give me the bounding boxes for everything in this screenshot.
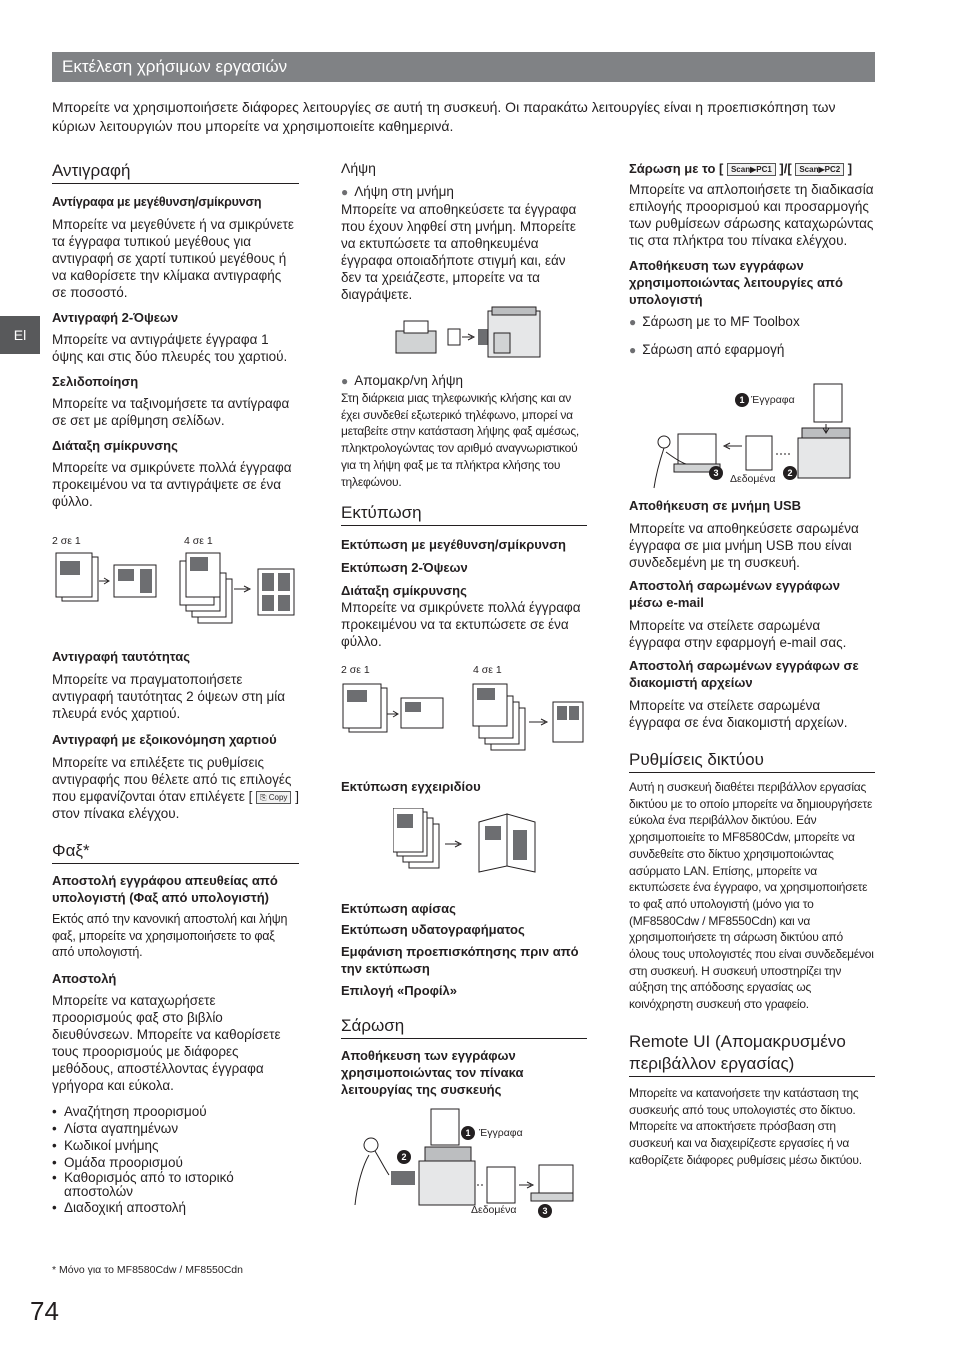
scan-pc-text: Μπορείτε να απλοποιήσετε τη διαδικασία επιλογής προορισμού και προσαρμογής των ρυθμίσεων σάρωσης καταχωρώντας τις στα πλήκτρα του πίνακα ελέγχου.	[629, 182, 874, 248]
print-nup-diagram-icon	[341, 680, 591, 754]
print-nup-text: Μπορείτε να σμικρύνετε πολλά έγγραφα προκειμένου να τα εκτυπώσετε σε ένα φύλλο.	[341, 600, 581, 650]
remote-receive-label: ● Απομακρ/νη λήψη	[341, 372, 587, 390]
usb-heading: Αποθήκευση σε μνήμη USB	[629, 498, 802, 513]
column-receive	[341, 160, 587, 303]
data-label: Δεδομένα	[471, 1204, 517, 1216]
column-booklet	[341, 778, 587, 795]
id-copy-text: Μπορείτε να πραγματοποιήσετε αντιγραφή ταυτότητας 2 όψεων στη μία πλευρά ενός χαρτιού.	[52, 672, 286, 721]
label-4-in-1: 4 σε 1	[184, 535, 213, 547]
nup-diagram-icon	[52, 549, 302, 634]
scan-panel-illustration	[345, 1105, 585, 1220]
column-scan-lower	[629, 497, 875, 1168]
column-copy-fax	[52, 160, 299, 510]
remote-ui-text: Μπορείτε να κατανοήσετε την κατάσταση της συσκευής από τους υπολογιστές στο δίκτυο. Μπορείτε να αποκτήσετε πρόσβαση στη συσκευή και να διαχειρίζεστε εργασίες ή να καθορίζετε διάφορες ρυθμίσεις μέσω δικτύου.	[629, 1085, 862, 1167]
label-2-in-1: 2 σε 1	[52, 535, 81, 547]
preview-heading: Εμφάνιση προεπισκόπησης πριν από την εκτύπωση	[341, 944, 579, 976]
scan-panel-heading: Αποθήκευση των εγγράφων χρησιμοποιώντας τον πίνακα λειτουργίας της συσκευής	[341, 1048, 524, 1097]
email-heading: Αποστολή σαρωμένων εγγράφων μέσω e-mail	[629, 578, 840, 610]
remote-ui-section-title: Remote UI (Απομακρυσμένο περιβάλλον εργασίας)	[629, 1031, 875, 1077]
id-copy-heading: Αντιγραφή ταυτότητας	[52, 649, 190, 664]
file-server-text: Μπορείτε να στείλετε σαρωμένα έγγραφα σε ένα διακομιστή αρχείων.	[629, 698, 848, 730]
column-copy-lower	[52, 648, 299, 1216]
page-number: 74	[30, 1296, 59, 1326]
fax-section-title: Φαξ*	[52, 840, 299, 864]
send-heading: Αποστολή	[52, 970, 117, 986]
booklet-print-icon	[393, 808, 543, 890]
eco-copy-text: Μπορείτε να επιλέξετε τις ρυθμίσεις αντιγραφής που θέλετε από τις επιλογές που εμφανίζονται όταν επιλέγετε [ ⎘ Copy ] στον πίνακα ελέγχου.	[52, 755, 299, 821]
copy-nup-illustration	[52, 535, 302, 635]
step-3-icon: 3	[538, 1204, 552, 1218]
scan-from-pc-heading: Αποθήκευση των εγγράφων χρησιμοποιώντας λειτουργίες από υπολογιστή	[629, 258, 843, 307]
memory-receive-label: ● Λήψη στη μνήμη	[341, 183, 587, 201]
list-item: • Ομάδα προορισμού	[52, 1154, 299, 1171]
eco-copy-heading: Αντιγραφή με εξοικονόμηση χαρτιού	[52, 732, 277, 747]
column-print	[341, 372, 587, 650]
print-nup-illustration	[341, 664, 591, 754]
print-duplex-heading: Εκτύπωση 2-Όψεων	[341, 560, 468, 576]
list-item: • Καθορισμός από το ιστορικό αποστολών	[52, 1171, 299, 1199]
column-print-more-scan	[341, 900, 587, 1098]
file-server-heading: Αποστολή σαρωμένων εγγράφων σε διακομιστή αρχείων	[629, 658, 859, 690]
scan-pc2-key-icon: Scan▶PC2	[795, 163, 844, 176]
network-section-title: Ρυθμίσεις δικτύου	[629, 749, 875, 773]
profile-heading: Επιλογή «Προφίλ»	[341, 983, 458, 998]
fax-memory-printer-icon	[388, 303, 548, 363]
step-2-icon: 2	[397, 1150, 411, 1164]
list-item: • Κωδικοί μνήμης	[52, 1137, 299, 1154]
scan-from-pc-illustration	[650, 380, 860, 490]
collate-heading: Σελιδοποίηση	[52, 373, 139, 389]
copy-section-title: Αντιγραφή	[52, 160, 299, 184]
list-item: • Λίστα αγαπημένων	[52, 1120, 299, 1137]
nup-copy-text: Μπορείτε να σμικρύνετε πολλά έγγραφα προκειμένου να τα αντιγράψετε σε ένα φύλλο.	[52, 459, 292, 509]
step-1-icon: 1	[735, 393, 749, 407]
scan-section-title: Σάρωση	[341, 1015, 587, 1039]
list-item: • Διαδοχική αποστολή	[52, 1199, 299, 1216]
label-2-in-1: 2 σε 1	[341, 664, 370, 676]
print-nup-heading: Διάταξη σμίκρυνσης	[341, 583, 467, 599]
pc-fax-heading: Αποστολή εγγράφου απευθείας από υπολογιστή (Φαξ από υπολογιστή)	[52, 873, 278, 905]
documents-label: Έγγραφα	[751, 394, 795, 406]
poster-heading: Εκτύπωση αφίσας	[341, 901, 456, 916]
network-text: Αυτή η συσκευή διαθέτει περιβάλλον εργασίας δικτύου με το οποίο μπορείτε να δημιουργήσετε εύκολα ένα περιβάλλον δικτύου. Εάν χρησιμοποιείτε το MF8580Cdw, μπορείτε να συνδεθείτε στο δίκτυο χρησιμοποιώντας ασύρματο LAN. Επίσης, μπορείτε να εκτυπώσετε ένα έγγραφο, να χρησιμοποιήσετε το φαξ από υπολογιστή (μόνο για το (MF8580Cdw / MF8550Cdn) και να χρησιμοποιήσετε τη σάρωση δικτύου από όλους τους υπολογιστές που είναι συνδεδεμένοι στη συσκευή. Η συσκευή υποστηρίζει την αύξηση της απόδοσης εργασίας ως κοινόχρηστη συσκευή στο γραφείο.	[629, 780, 874, 1012]
usb-text: Μπορείτε να αποθηκεύσετε σαρωμένα έγγραφα σε μια μνήμη USB που είναι συνδεδεμένη με τη συσκευή.	[629, 521, 859, 570]
nup-copy-heading: Διάταξη σμίκρυνσης	[52, 437, 178, 453]
footnote: * Μόνο για το MF8580Cdw / MF8550Cdn	[52, 1264, 243, 1276]
scan-from-app-item: ● Σάρωση από εφαρμογή	[629, 341, 875, 359]
scan-to-pc-diagram-icon	[345, 1105, 585, 1220]
receive-heading: Λήψη	[341, 160, 376, 176]
step-2-icon: 2	[783, 466, 797, 480]
label-4-in-1: 4 σε 1	[473, 664, 502, 676]
remote-receive-text: Στη διάρκεια μιας τηλεφωνικής κλήσης και αν έχει συνδεθεί εξωτερικό τηλέφωνο, μπορεί να μεταβείτε στην κατάσταση λήψης φαξ αμέσως, πληκτρολογώντας τον αριθμό αναγνωριστικού για τη λήψη φαξ με τα πλήκτρα κλήσης του τηλεφώνου.	[341, 391, 580, 489]
scan-pc1-key-icon: Scan▶PC1	[727, 163, 776, 176]
documents-label: Έγγραφα	[479, 1127, 523, 1139]
send-methods-list	[52, 1103, 299, 1216]
step-1-icon: 1	[461, 1126, 475, 1140]
zoom-copy-text: Μπορείτε να μεγεθύνετε ή να σμικρύνετε τα έγγραφα τυπικού μεγέθους για αντιγραφή σε χαρτί τυπικού μεγέθους ή να καθορίσετε την κλίμακα αντιγραφής σε ποσοστό.	[52, 216, 294, 300]
language-tab: El	[0, 316, 40, 354]
print-section-title: Εκτύπωση	[341, 502, 587, 526]
watermark-heading: Εκτύπωση υδατογραφήματος	[341, 922, 525, 937]
copy-key-icon: ⎘ Copy	[256, 791, 291, 804]
collate-text: Μπορείτε να ταξινομήσετε τα αντίγραφα σε σετ με αρίθμηση σελίδων.	[52, 395, 290, 428]
step-3-icon: 3	[709, 466, 723, 480]
zoom-copy-heading: Αντίγραφα με μεγέθυνση/σμίκρυνση	[52, 195, 262, 209]
data-label: Δεδομένα	[730, 473, 776, 485]
intro-text: Μπορείτε να χρησιμοποιήσετε διάφορες λειτουργίες σε αυτή τη συσκευή. Οι παρακάτω λειτουργίες είναι η προεπισκόπηση των κύριων λειτουργιών που μπορείτε να χρησιμοποιείτε καθημερινά.	[52, 99, 836, 134]
duplex-copy-heading: Αντιγραφή 2-Όψεων	[52, 309, 179, 325]
booklet-heading: Εκτύπωση εγχειριδίου	[341, 779, 481, 794]
print-zoom-heading: Εκτύπωση με μεγέθυνση/σμίκρυνση	[341, 537, 566, 553]
scan-pc-heading: Σάρωση με το [ Scan▶PC1 ]/[ Scan▶PC2 ]	[629, 161, 853, 176]
pc-fax-text: Εκτός από την κανονική αποστολή και λήψη φαξ, μπορείτε να χρησιμοποιήσετε το φαξ από υπολογιστή.	[52, 912, 288, 959]
column-scan	[629, 160, 875, 359]
send-text: Μπορείτε να καταχωρήσετε προορισμούς φαξ στο βιβλίο διευθύνσεων. Μπορείτε να καθορίσετε τους προορισμούς με διάφορες μεθόδους, αποστέλλοντας έγγραφα γρήγορα και εύκολα.	[52, 992, 281, 1093]
memory-receive-text: Μπορείτε να αποθηκεύσετε τα έγγραφα που έχουν ληφθεί στη μνήμη. Μπορείτε να εκτυπώσετε τα αποθηκευμένα έγγραφα οποιαδήποτε στιγμή και, εάν δεν τα χρειάζεστε, μπορείτε να τα διαγράψετε.	[341, 202, 577, 302]
duplex-copy-text: Μπορείτε να αντιγράψετε έγγραφα 1 όψης και στις δύο πλευρές του χαρτιού.	[52, 331, 288, 364]
email-text: Μπορείτε να στείλετε σαρωμένα έγγραφα στην εφαρμογή e-mail σας.	[629, 618, 847, 650]
section-banner: Εκτέλεση χρήσιμων εργασιών	[52, 52, 875, 82]
scan-mf-toolbox-item: ● Σάρωση με το MF Toolbox	[629, 313, 875, 331]
list-item: • Αναζήτηση προορισμού	[52, 1103, 299, 1120]
